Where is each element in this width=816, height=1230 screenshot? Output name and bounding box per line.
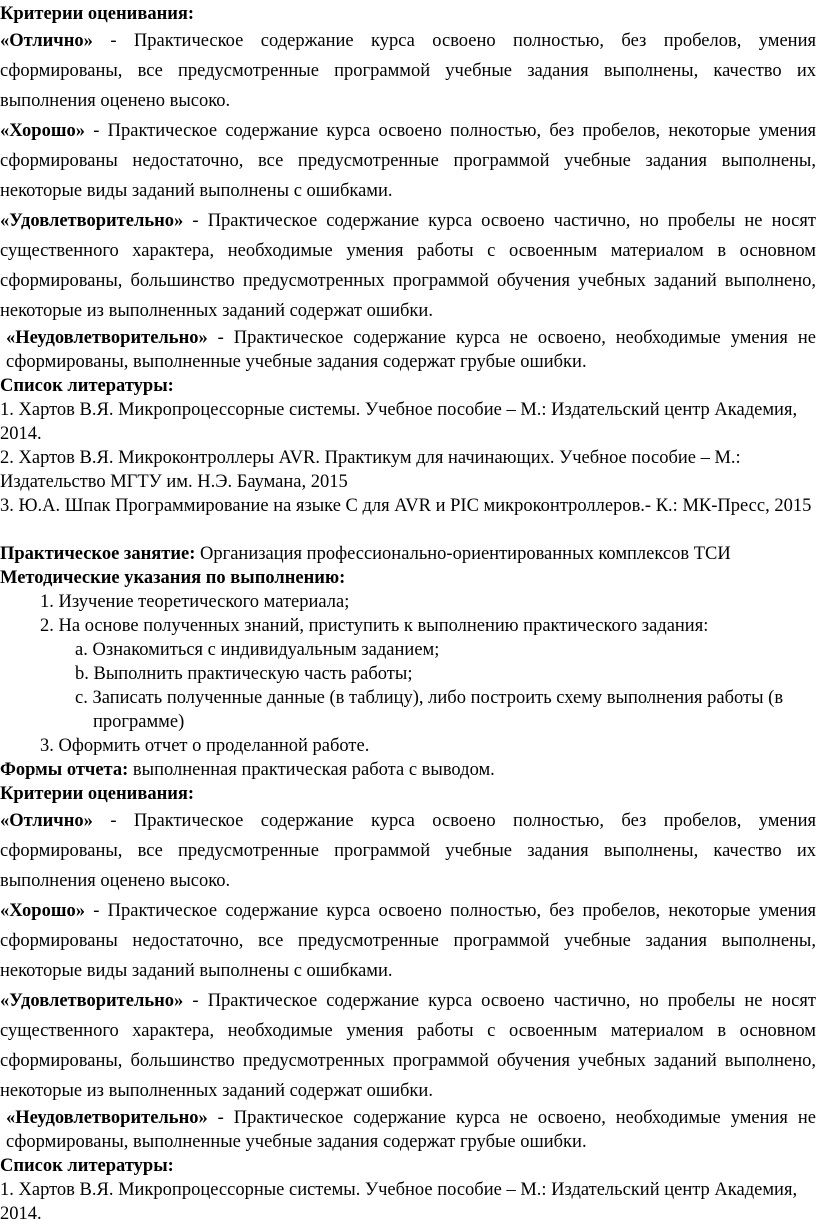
- grade-unsatisfactory: [0, 326, 816, 374]
- substep-item: c. Записать полученные данные (в таблицу), либо построить схему выполнения работы (в программе): [75, 688, 784, 732]
- grade-label: «Неудовлетворительно»: [6, 1108, 208, 1128]
- step-item: 2. На основе полученных знаний, приступить к выполнению практического задания:: [40, 616, 709, 636]
- grade-label: «Удовлетворительно»: [0, 211, 184, 231]
- criteria-heading: Критерии оценивания:: [0, 4, 195, 24]
- grade-text: - Практическое содержание курса освоено полностью, без пробелов, некоторые умения сформированы недостаточно, все предусмотренные программой учебные задания выполнены, некоторые виды заданий выполнены с ошибками.: [0, 901, 816, 981]
- literature-item: 2. Хартов В.Я. Микроконтроллеры AVR. Практикум для начинающих. Учебное пособие – М.: Издательство МГТУ им. Н.Э. Баумана, 2015: [0, 448, 741, 492]
- grade-text: - Практическое содержание курса освоено частично, но пробелы не носят существенного характера, необходимые умения работы с освоенным материалом в основном сформированы, большинство предусмотренных программой обучения учебных заданий выполнено, некоторые из выполненных заданий содержат ошибки.: [0, 211, 816, 321]
- practice-label: Практическое занятие:: [0, 544, 196, 564]
- literature-heading: Список литературы:: [0, 376, 174, 396]
- steps-list: [0, 734, 816, 758]
- grade-text: - Практическое содержание курса освоено полностью, без пробелов, умения сформированы, все предусмотренные программой учебные задания выполнены, качество их выполнения оценено высоко.: [0, 811, 816, 891]
- report-label: Формы отчета:: [0, 760, 129, 780]
- step-item: 1. Изучение теоретического материала;: [40, 592, 350, 612]
- criteria-heading: Критерии оценивания:: [0, 784, 195, 804]
- grade-satisfactory: [0, 206, 816, 326]
- grade-text: - Практическое содержание курса освоено частично, но пробелы не носят существенного характера, необходимые умения работы с освоенным материалом в основном сформированы, большинство предусмотренных программой обучения учебных заданий выполнено, некоторые из выполненных заданий содержат ошибки.: [0, 991, 816, 1101]
- grade-text: - Практическое содержание курса освоено полностью, без пробелов, некоторые умения сформированы недостаточно, все предусмотренные программой учебные задания выполнены, некоторые виды заданий выполнены с ошибками.: [0, 121, 816, 201]
- grade-label: «Хорошо»: [0, 901, 85, 921]
- grade-good: [0, 896, 816, 986]
- literature-heading: Список литературы:: [0, 1156, 174, 1176]
- literature-item: 1. Хартов В.Я. Микропроцессорные системы. Учебное пособие – М.: Издательский центр Академия, 2014.: [0, 1180, 798, 1224]
- substeps-list: [0, 638, 816, 734]
- grade-text: - Практическое содержание курса не освоено, необходимые умения не сформированы, выполненные учебные задания содержат грубые ошибки.: [6, 328, 816, 372]
- grade-good: [0, 116, 816, 206]
- grade-label: «Отлично»: [0, 811, 93, 831]
- literature-item: 3. Ю.А. Шпак Программирование на языке C для AVR и PIC микроконтроллеров.- К.: МК-Пресс, 2015: [0, 496, 812, 516]
- grade-unsatisfactory: [0, 1106, 816, 1154]
- grade-satisfactory: [0, 986, 816, 1106]
- practice-text: Организация профессионально-ориентированных комплексов ТСИ: [195, 544, 731, 564]
- report-text: выполненная практическая работа с выводом.: [128, 760, 495, 780]
- report-form: [0, 758, 816, 782]
- grade-excellent: [0, 26, 816, 116]
- grade-label: «Неудовлетворительно»: [6, 328, 208, 348]
- grade-label: «Хорошо»: [0, 121, 85, 141]
- practice-topic: [0, 542, 816, 566]
- grade-excellent: [0, 806, 816, 896]
- grade-label: «Отлично»: [0, 31, 93, 51]
- steps-list: [0, 590, 816, 638]
- literature-item: 1. Хартов В.Я. Микропроцессорные системы. Учебное пособие – М.: Издательский центр Академия, 2014.: [0, 400, 798, 444]
- step-item: 3. Оформить отчет о проделанной работе.: [40, 736, 370, 756]
- blank-line: [0, 518, 816, 542]
- substep-item: b. Выполнить практическую часть работы;: [75, 664, 413, 684]
- grade-label: «Удовлетворительно»: [0, 991, 184, 1011]
- grade-text: - Практическое содержание курса не освоено, необходимые умения не сформированы, выполненные учебные задания содержат грубые ошибки.: [6, 1108, 816, 1152]
- grade-text: - Практическое содержание курса освоено полностью, без пробелов, умения сформированы, все предусмотренные программой учебные задания выполнены, качество их выполнения оценено высоко.: [0, 31, 816, 111]
- substep-item: a. Ознакомиться с индивидуальным заданием;: [75, 640, 440, 660]
- method-heading: Методические указания по выполнению:: [0, 568, 346, 588]
